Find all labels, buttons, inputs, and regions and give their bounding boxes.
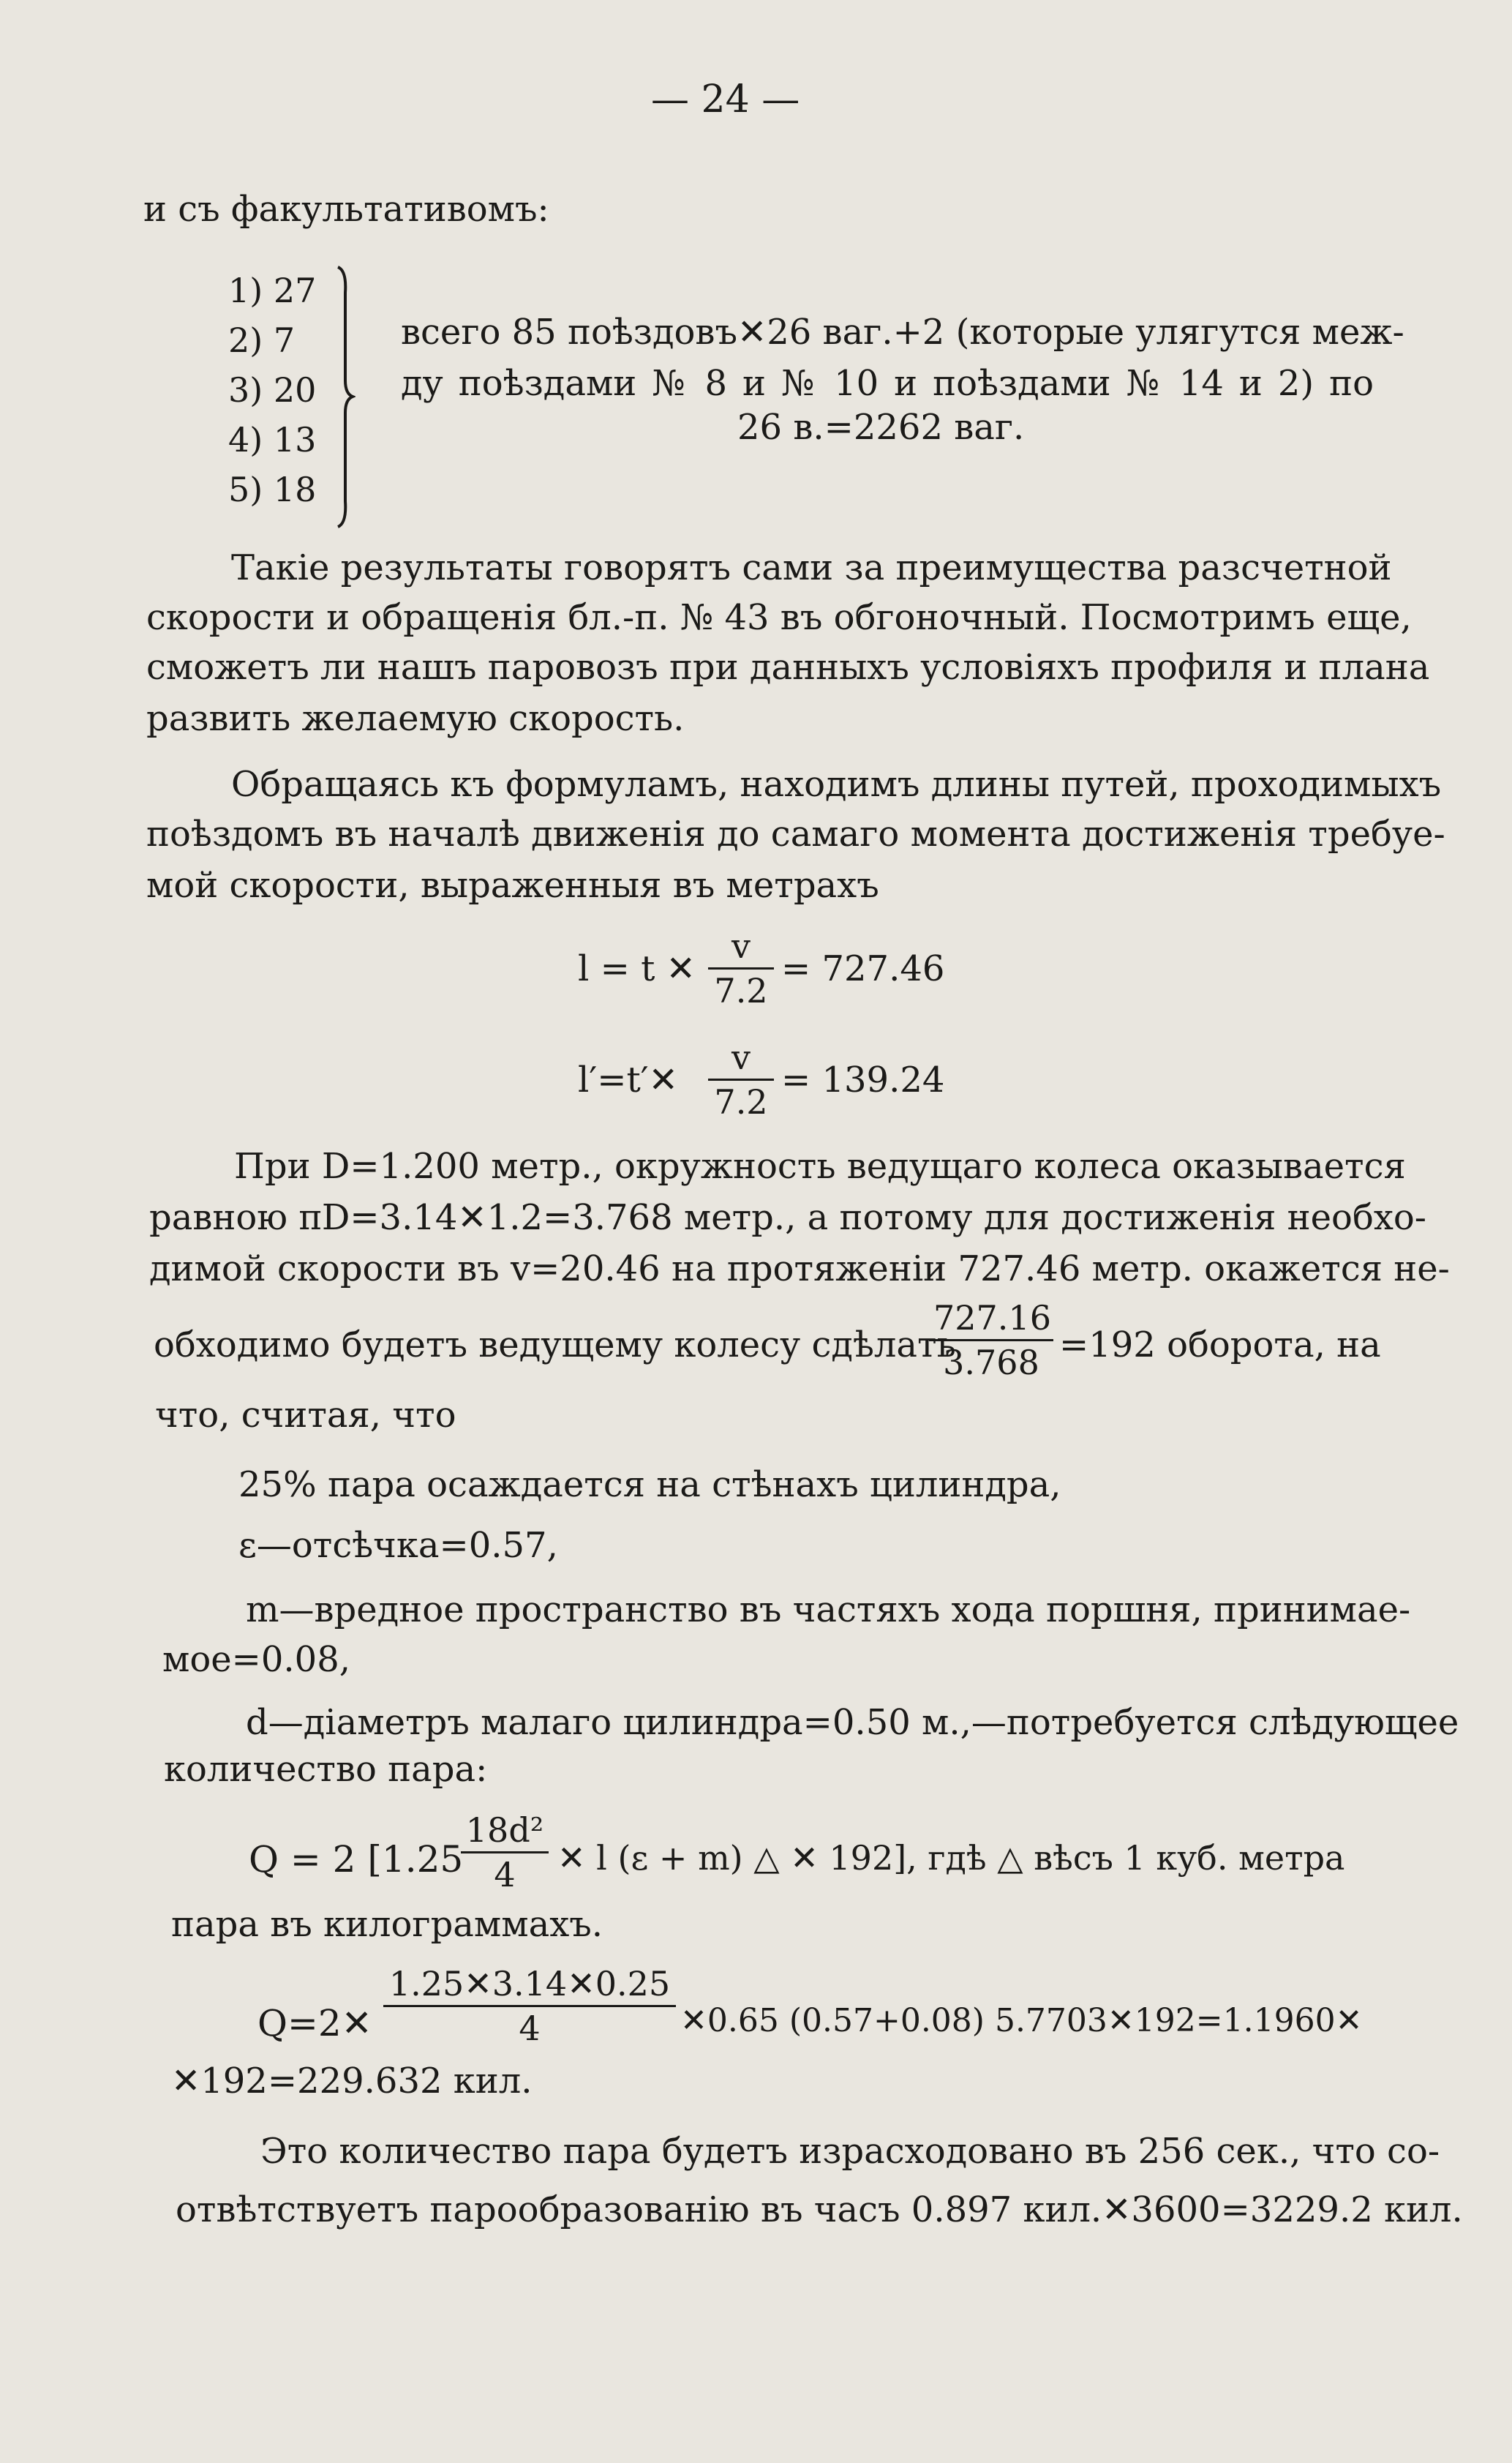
condition-line: d—діаметръ малаго цилиндра=0.50 м.,—потребуется слѣдующее [246,1702,1459,1743]
fraction [708,1038,774,1122]
formula-continuation: ✕192=229.632 кил. [171,2061,533,2102]
formula-rhs: = 139.24 [781,1060,945,1101]
fraction-denominator: 3.768 [943,1343,1039,1382]
para-line: Это количество пара будетъ израсходовано въ 256 сек., что со- [260,2131,1440,2172]
intro-line: и съ факультативомъ: [143,189,549,230]
condition-line: m—вредное пространство въ частяхъ хода поршня, принимае- [246,1589,1411,1630]
para-line: димой скорости въ v=20.46 на протяженіи 727.46 метр. окажется не- [149,1248,1450,1289]
para-line: поѣздомъ въ началѣ движенія до самаго момента достиженія требуе- [146,814,1445,855]
fraction [708,926,774,1011]
page-number: — 24 — [651,78,800,121]
fraction-numerator: 18d² [461,1813,549,1853]
condition-line: мое=0.08, [162,1639,350,1680]
formula-rhs: ✕ l (ε + m) △ ✕ 192], гдѣ △ вѣсъ 1 куб. метра [557,1838,1345,1878]
formula-lhs: l = t ✕ [578,948,696,989]
formula-lhs: Q = 2 [1.25 [249,1838,464,1881]
curly-brace [331,263,356,531]
formula-continuation: пара въ килограммахъ. [171,1904,603,1945]
formula-rhs: ✕0.65 (0.57+0.08) 5.7703✕192=1.1960✕ [680,2002,1363,2039]
list-item: 3) 20 [228,370,317,410]
para-line: Такіе результаты говорятъ сами за преимущества разсчетной [231,547,1392,588]
formula-lhs: Q=2✕ [257,2002,372,2044]
total-line: 26 в.=2262 ваг. [737,407,1025,448]
fraction-numerator: 727.16 [929,1301,1053,1341]
list-item: 1) 27 [228,271,317,310]
list-item: 2) 7 [228,320,296,360]
fraction-denominator: 4 [519,2009,541,2048]
list-item: 4) 13 [228,420,317,460]
fraction-numerator: v [708,929,774,970]
list-item: 5) 18 [228,470,317,509]
total-line: ду поѣздами № 8 и № 10 и поѣздами № 14 и 2) по [401,363,1374,404]
fraction [383,1964,676,2048]
para-line: =192 оборота, на [1059,1324,1381,1365]
para-line: мой скорости, выраженныя въ метрахъ [146,865,879,906]
para-line: При D=1.200 метр., окружность ведущаго колеса оказывается [234,1146,1406,1187]
para-line: отвѣтствуетъ парообразованію въ часъ 0.897 кил.✕3600=3229.2 кил. [176,2189,1463,2230]
para-line: обходимо будетъ ведущему колесу сдѣлать [154,1324,956,1365]
fraction-denominator: 7.2 [714,1082,768,1122]
fraction [461,1810,549,1894]
para-line: Обращаясь къ формуламъ, находимъ длины путей, проходимыхъ [231,764,1442,805]
condition-line: количество пара: [164,1749,488,1790]
para-line: сможетъ ли нашъ паровозъ при данныхъ условіяхъ профиля и плана [146,647,1430,688]
fraction-denominator: 7.2 [714,971,768,1011]
para-line: равною πD=3.14✕1.2=3.768 метр., а потому для достиженія необхо- [149,1197,1427,1238]
condition-line: ε—отсѣчка=0.57, [238,1525,558,1566]
total-line: всего 85 поѣздовъ✕26 ваг.+2 (которые улягутся меж- [401,312,1404,353]
condition-line: 25% пара осаждается на стѣнахъ цилиндра, [238,1464,1061,1505]
formula-lhs: l′=t′✕ [578,1060,678,1101]
para-line: развить желаемую скорость. [146,698,685,739]
fraction-numerator: 1.25✕3.14✕0.25 [383,1967,676,2007]
fraction-denominator: 4 [494,1855,516,1894]
fraction [929,1298,1053,1382]
fraction-numerator: v [708,1041,774,1081]
para-line: что, считая, что [155,1395,456,1436]
formula-rhs: = 727.46 [781,948,945,989]
para-line: скорости и обращенія бл.-п. № 43 въ обгоночный. Посмотримъ еще, [146,597,1412,638]
